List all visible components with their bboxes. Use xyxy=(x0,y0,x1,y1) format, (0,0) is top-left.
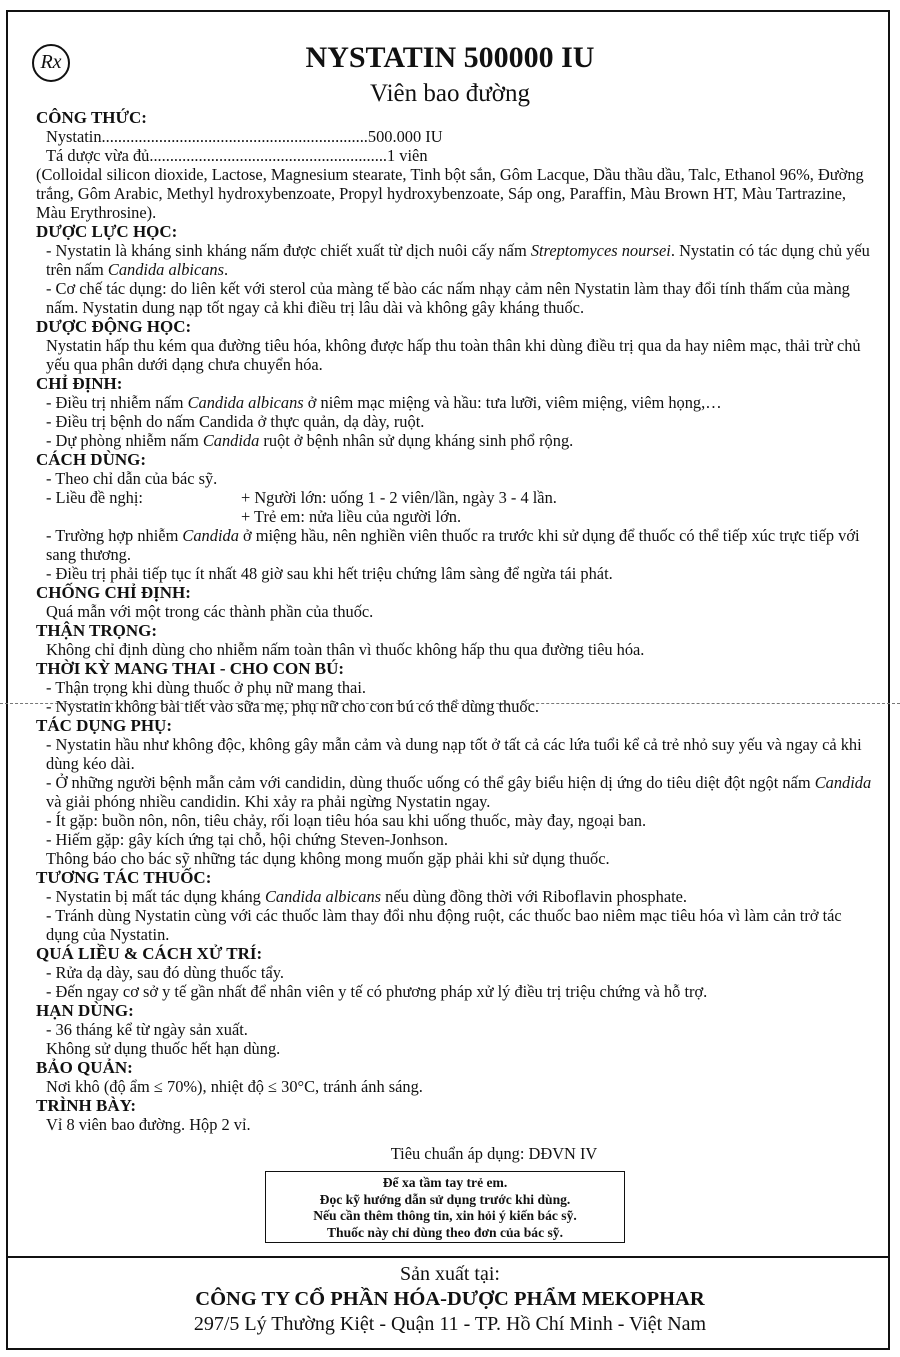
indication-1: - Điều trị nhiễm nấm Candida albicans ở niêm mạc miệng và hầu: tưa lưỡi, viêm miệng, viêm họng,… xyxy=(46,393,722,412)
heading-than-trong: THẬN TRỌNG: xyxy=(36,621,158,640)
warning-box xyxy=(265,1171,625,1243)
side-effect-4: - Hiếm gặp: gây kích ứng tại chỗ, hội chứng Steven-Jonhson. xyxy=(46,830,448,849)
warning-line-2: Đọc kỹ hướng dẫn sử dụng trước khi dùng. xyxy=(319,1191,571,1207)
dosage-row xyxy=(36,488,872,507)
warning-line-4: Thuốc này chỉ dùng theo đơn của bác sỹ. xyxy=(326,1224,564,1240)
heading-cach-dung: CÁCH DÙNG: xyxy=(36,450,147,469)
applied-standard: Tiêu chuẩn áp dụng: DĐVN IV xyxy=(390,1144,598,1163)
excipient-list: (Colloidal silicon dioxide, Lactose, Magnesium stearate, Tinh bột sắn, Gôm Lacque, Dầu thầu dầu, Talc, Ethanol 96%, Đường trắng, Gôm Arabic, Methyl hydroxybenzoate, Propyl hydroxybenzoate, Sáp ong, Paraffin, Màu Brown HT, Màu Tartrazine, Màu Erythrosine). xyxy=(36,165,864,222)
leaflet-body xyxy=(36,108,872,1163)
pharmacodynamics-p2: - Cơ chế tác dụng: do liên kết với sterol của màng tế bào các nấm nhạy cảm nên Nystatin làm thay đổi tính thấm của màng nấm. Nystatin dung nạp tốt ngay cả khi điều trị lâu dài và không gây kháng thuốc. xyxy=(46,279,850,317)
side-effect-3: - Ít gặp: buồn nôn, nôn, tiêu chảy, rối loạn tiêu hóa sau khi uống thuốc, mày đay, ngoại ban. xyxy=(46,811,647,830)
heading-tuong-tac: TƯƠNG TÁC THUỐC: xyxy=(36,868,212,887)
overdose-1: - Rửa dạ dày, sau đó dùng thuốc tẩy. xyxy=(46,963,284,982)
dosage-child: + Trẻ em: nửa liều của người lớn. xyxy=(241,507,462,526)
heading-duoc-dong-hoc: DƯỢC ĐỘNG HỌC: xyxy=(36,317,192,336)
heading-tac-dung-phu: TÁC DỤNG PHỤ: xyxy=(36,716,172,735)
heading-trinh-bay: TRÌNH BÀY: xyxy=(36,1096,136,1115)
heading-duoc-luc-hoc: DƯỢC LỰC HỌC: xyxy=(36,222,178,241)
interaction-1: - Nystatin bị mất tác dụng kháng Candida albicans nếu dùng đồng thời với Riboflavin phosphate. xyxy=(46,887,688,906)
storage-p1: Nơi khô (độ ẩm ≤ 70%), nhiệt độ ≤ 30°C, tránh ánh sáng. xyxy=(46,1077,423,1096)
pregnancy-1: - Thận trọng khi dùng thuốc ở phụ nữ mang thai. xyxy=(46,678,366,697)
indication-3: - Dự phòng nhiễm nấm Candida ruột ở bệnh nhân sử dụng kháng sinh phổ rộng. xyxy=(46,431,574,450)
usage-3: - Trường hợp nhiễm Candida ở miệng hầu, nên nghiền viên thuốc ra trước khi sử dụng để thuốc có thể tiếp xúc trực tiếp với sang thương. xyxy=(46,526,860,564)
interaction-2: - Tránh dùng Nystatin cùng với các thuốc làm thay đổi nhu động ruột, các thuốc bao niêm mạc tiêu hóa vì làm cản trở tác dụng của Nystatin. xyxy=(46,906,842,944)
heading-chi-dinh: CHỈ ĐỊNH: xyxy=(36,374,123,393)
dosage-label: - Liều đề nghị: xyxy=(46,488,143,507)
overdose-2: - Đến ngay cơ sở y tế gần nhất để nhân viên y tế có phương pháp xử lý điều trị triệu chứng và hỗ trợ. xyxy=(46,982,708,1001)
dosage-adult: + Người lớn: uống 1 - 2 viên/lần, ngày 3 - 4 lần. xyxy=(241,488,557,507)
usage-1: - Theo chỉ dẫn của bác sỹ. xyxy=(46,469,218,488)
formula-active: Nystatin.................................................................500.000 IU xyxy=(46,127,443,146)
formula-excipient: Tá dược vừa đủ..........................................................1 viên xyxy=(46,146,428,165)
shelf-life-1: - 36 tháng kể từ ngày sản xuất. xyxy=(46,1020,248,1039)
precaution-p1: Không chỉ định dùng cho nhiễm nấm toàn thân vì thuốc không hấp thu qua đường tiêu hóa. xyxy=(46,640,645,659)
rx-prescription-symbol: Rx xyxy=(32,44,70,82)
manufacturer-footer xyxy=(0,1262,900,1337)
product-form: Viên bao đường xyxy=(370,80,530,107)
heading-han-dung: HẠN DÙNG: xyxy=(36,1001,134,1020)
pregnancy-2: - Nystatin không bài tiết vào sữa mẹ, phụ nữ cho con bú có thể dùng thuốc. xyxy=(46,697,539,716)
usage-4: - Điều trị phải tiếp tục ít nhất 48 giờ sau khi hết triệu chứng lâm sàng để ngừa tái phát. xyxy=(46,564,613,583)
pharmacokinetics-p1: Nystatin hấp thu kém qua đường tiêu hóa, không được hấp thu toàn thân khi dùng điều trị qua da hay niêm mạc, thải trừ chủ yếu qua phân dưới dạng chưa chuyển hóa. xyxy=(46,336,861,374)
dosage-row-child xyxy=(36,507,872,526)
heading-mang-thai: THỜI KỲ MANG THAI - CHO CON BÚ: xyxy=(36,659,345,678)
contraindication-p1: Quá mẫn với một trong các thành phần của thuốc. xyxy=(46,602,374,621)
heading-qua-lieu: QUÁ LIỀU & CÁCH XỬ TRÍ: xyxy=(36,944,263,963)
side-effect-2: - Ở những người bệnh mẫn cảm với candidin, dùng thuốc uống có thể gây biểu hiện dị ứng do tiêu diệt đột ngột nấm Candida và giải phóng nhiều candidin. Khi xảy ra phải ngừng Nystatin ngay. xyxy=(46,773,872,811)
indication-2: - Điều trị bệnh do nấm Candida ở thực quản, dạ dày, ruột. xyxy=(46,412,425,431)
made-at-label: Sản xuất tại: xyxy=(400,1263,500,1285)
warning-line-3: Nếu cần thêm thông tin, xin hỏi ý kiến bác sỹ. xyxy=(313,1208,577,1223)
footer-divider xyxy=(6,1256,890,1258)
pharmacodynamics-p1: - Nystatin là kháng sinh kháng nấm được chiết xuất từ dịch nuôi cấy nấm Streptomyces noursei. Nystatin có tác dụng chủ yếu trên nấm Candida albicans. xyxy=(46,241,870,279)
company-address: 297/5 Lý Thường Kiệt - Quận 11 - TP. Hồ Chí Minh - Việt Nam xyxy=(193,1313,707,1335)
heading-chong-chi-dinh: CHỐNG CHỈ ĐỊNH: xyxy=(36,583,191,602)
heading-cong-thuc: CÔNG THỨC: xyxy=(36,108,147,127)
side-effect-1: - Nystatin hầu như không độc, không gây mẫn cảm và dung nạp tốt ở tất cả các lứa tuổi kể cả trẻ nhỏ suy yếu và ngay cả khi dùng kéo dài. xyxy=(46,735,862,773)
packaging-p1: Vỉ 8 viên bao đường. Hộp 2 vỉ. xyxy=(46,1115,251,1134)
warning-line-1: Để xa tầm tay trẻ em. xyxy=(382,1175,508,1190)
company-name: CÔNG TY CỔ PHẦN HÓA-DƯỢC PHẨM MEKOPHAR xyxy=(195,1288,705,1310)
product-title: NYSTATIN 500000 IU xyxy=(305,41,595,74)
heading-bao-quan: BẢO QUẢN: xyxy=(36,1058,133,1077)
shelf-life-2: Không sử dụng thuốc hết hạn dùng. xyxy=(46,1039,281,1058)
side-effect-5: Thông báo cho bác sỹ những tác dụng không mong muốn gặp phải khi sử dụng thuốc. xyxy=(46,849,610,868)
